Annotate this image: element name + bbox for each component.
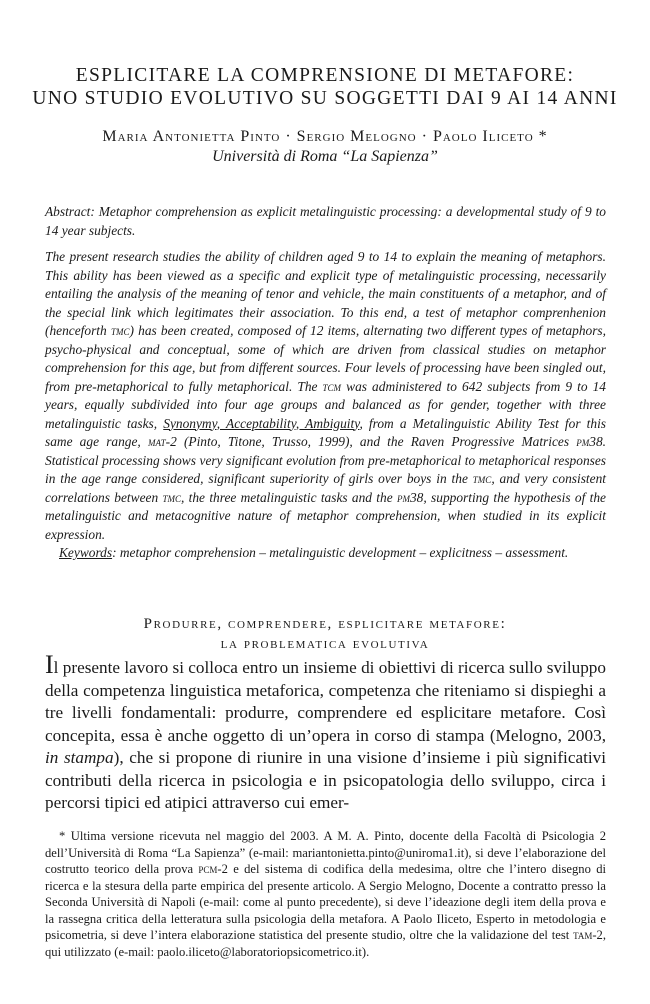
keywords-label: Keywords (59, 545, 113, 560)
title-line-1: ESPLICITARE LA COMPRENSIONE DI METAFORE: (75, 65, 575, 86)
drop-cap: I (45, 650, 54, 679)
abstract-block (45, 203, 606, 563)
author-affiliation: Università di Roma “La Sapienza” (212, 148, 438, 165)
section-heading (30, 614, 620, 654)
abstract-tasks: Synonymy, Acceptability, Ambiguity (163, 415, 360, 431)
footnote: * Ultima versione ricevuta nel maggio del 2003. A M. A. Pinto, docente della Facoltà di Psicologia 2 dell’Università di Roma “La Sapienza” (e-mail: mariantonietta.pinto@uniroma1.it), si deve l’elaborazione del costrutto teorico della prova pcm-2 e del sistema di codifica della medesima, oltre che l’intero disegno di ricerca e la stesura della parte empirica del presente articolo. A Sergio Melogno, Docente a contratto presso la Seconda Università di Napoli (e-mail: come al punto precedente), si deve l’ideazione degli item della prova e la rassegna critica della letteratura sulla psicologia della metafora. A Paolo Iliceto, Esperto in metodologia e psicometria, si deve l’intera elaborazione statistica del presente studio, oltre che la validazione del test tam-2, qui utilizzato (e-mail: paolo.iliceto@laboratoriopsicometrico.it). (45, 829, 606, 959)
author-footnote-marker: * (538, 128, 548, 145)
author-names: Maria Antonietta Pinto · Sergio Melogno · Paolo Iliceto (102, 128, 534, 145)
abstract-keywords: Keywords: metaphor comprehension – metalinguistic development – explicitness – assessment. (59, 545, 569, 560)
section-heading-line-2: la problematica evolutiva (220, 636, 430, 652)
abstract-heading: Abstract: Metaphor comprehension as explicit metalinguistic processing: a developmental study of 9 to 14 year subjects. (45, 204, 606, 238)
section-heading-line-1: Produrre, comprendere, esplicitare metafore: (143, 616, 507, 632)
abstract-body: The present research studies the ability of children aged 9 to 14 to explain the meaning of metaphors. This ability has been viewed as a specific and explicit type of metalinguistic processing, necessarily entailing the analysis of the meaning of tenor and vehicle, the main constituents of a metaphor, and of the special link which legitimates their association. To this end, a test of metaphor comprenhenion (henceforth tmc) has been created, composed of 12 items, alternating two different types of metaphors, psycho-physical and conceptual, some of which are driven from classical studies on metaphor comprehension for this age, but from different sources. Four levels of processing have been singled out, from pre-metaphorical to fully metaphorical. The tcm was administered to 642 subjects from 9 to 14 years, equally subdivided into four age groups and balanced as for gender, together with three metalinguistic tasks, Synonymy, Acceptability, Ambiguity, from a Metalinguistic Ability Test for this same age range, mat-2 (Pinto, Titone, Trusso, 1999), and the Raven Progressive Matrices pm38. Statistical processing shows very significant evolution from pre-metaphorical to metaphorical responses in the age range considered, significant superiority of girls over boys in the tmc, and very consistent correlations between tmc, the three metalinguistic tasks and the pm38, supporting the hypothesis of the metalinguistic and metacognitive nature of metaphor comprehension, when studied in its explicit expression. (45, 249, 607, 542)
body-paragraph: Il presente lavoro si colloca entro un insieme di obiettivi di ricerca sullo sviluppo della competenza linguistica metaforica, competenza che riteniamo si dispieghi a tre livelli fondamentali: produrre, comprendere ed esplicitare metafore. Così concepita, essa è anche oggetto di un’opera in corso di stampa (Melogno, 2003, in stampa), che si propone di riunire in una visione d’insieme i più significativi contributi della ricerca in psicologia e in psicopatologia dello sviluppo, circa i percorsi tipici ed atipici attraverso cui emer- (45, 650, 606, 812)
author-list (30, 127, 620, 147)
title-line-2: UNO STUDIO EVOLUTIVO SU SOGGETTI DAI 9 AI 14 ANNI (32, 88, 618, 109)
article-title (30, 64, 620, 110)
